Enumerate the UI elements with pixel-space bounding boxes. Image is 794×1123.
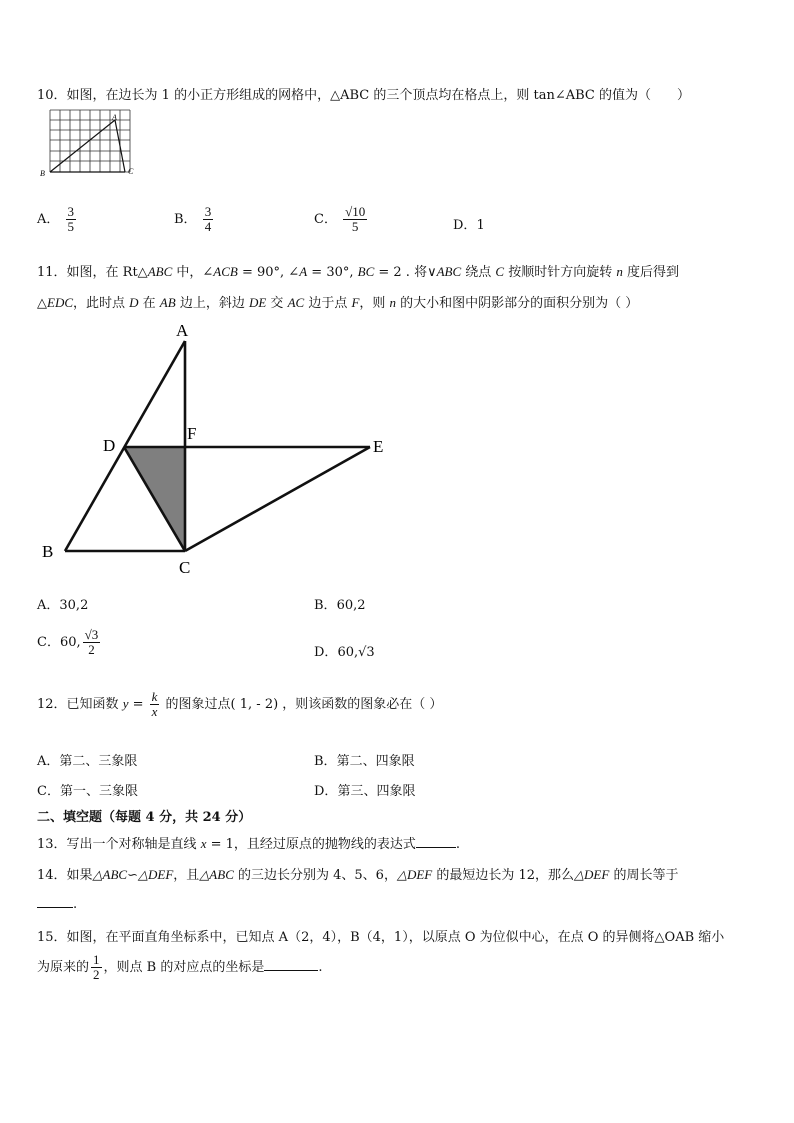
q12-option-d: D．第三、四象限: [314, 784, 416, 799]
q10-label-a: A: [112, 113, 117, 122]
q13-answer-blank: [416, 847, 456, 848]
q12-option-c: C．第一、三象限: [37, 784, 138, 799]
q10-option-a-fraction: $\frac{3}{5}$: [67, 204, 75, 234]
q12-option-b: B．第二、四象限: [314, 754, 415, 769]
q10-option-b: B． $\frac{3}{4}$: [174, 204, 212, 234]
q11-option-c-fraction: $\frac{√3}{2}$: [84, 627, 99, 657]
q10-grid-figure: [38, 108, 138, 188]
q11-option-a: A．30,2: [37, 598, 89, 613]
q10-text: 10．如图，在边长为 1 的小正方形组成的网格中，△ABC 的三个顶点均在格点上，则 tan∠ABC 的值为（ ）: [37, 88, 690, 103]
q10-option-b-fraction: $\frac{3}{4}$: [204, 204, 212, 234]
section-heading: 二、填空题（每题 4 分，共 24 分）: [37, 810, 252, 825]
q13-text: 13．写出一个对称轴是直线 x = 1，且经过原点的抛物线的表达式 .: [37, 836, 461, 852]
q12-fraction: $\frac{k}{x}$: [151, 689, 158, 719]
q11-label-d: D: [103, 436, 116, 455]
q10-option-c-fraction: $\frac{√10}{5}$: [345, 204, 366, 234]
q11-label-a: A: [176, 321, 189, 340]
q10-option-d: D．1: [453, 218, 485, 233]
q11-option-d: D．60,√3: [314, 645, 375, 660]
q14-answer-blank: [37, 907, 73, 908]
q15-text-line1: 15．如图，在平面直角坐标系中，已知点 A（2，4），B（4，1），以原点 O 为位似中心，在点 O 的异侧将△OAB 缩小: [37, 930, 725, 945]
q11-text-line1: 11．如图，在 Rt△ABC 中，∠ACB = 90°, ∠A = 30°, BC = 2 . 将∨ABC 绕点 C 按顺时针方向旋转 n 度后得到: [37, 264, 679, 280]
q14-text: 14．如果△ABC∽△DEF，且△ABC 的三边长分别为 4、5、6，△DEF 的最短边长为 12，那么△DEF 的周长等于: [37, 867, 679, 883]
q10-label-c: C: [128, 167, 134, 176]
q11-text-line2: △EDC，此时点 D 在 AB 边上，斜边 DE 交 AC 边于点 F，则 n 的大小和图中阴影部分的面积分别为（ ）: [37, 295, 639, 311]
q12-text: 12．已知函数 y = $\frac{k}{x}$ 的图象过点( 1, - 2) ，则该函数的图象必在（ ）: [37, 689, 443, 719]
q11-triangle-figure: [30, 315, 400, 585]
q10-option-a: A． $\frac{3}{5}$: [37, 204, 75, 234]
q15-fraction: $\frac{1}{2}$: [93, 952, 100, 982]
q11-option-b: B．60,2: [314, 598, 366, 613]
q15-text-line2: 为原来的 $\frac{1}{2}$ ，则点 B 的对应点的坐标是 .: [37, 952, 323, 982]
q15-answer-blank: [264, 970, 318, 971]
q11-label-c: C: [179, 558, 191, 577]
q11-label-b: B: [42, 542, 54, 561]
q14-answer-line: .: [37, 897, 77, 912]
q10-option-c: C． $\frac{√10}{5}$: [314, 204, 366, 234]
q11-label-e: E: [373, 437, 384, 456]
q10-label-b: B: [40, 169, 45, 178]
q11-label-f: F: [187, 424, 197, 443]
q12-option-a: A．第二、三象限: [37, 754, 138, 769]
q11-option-c: C．60, $\frac{√3}{2}$: [37, 627, 99, 657]
